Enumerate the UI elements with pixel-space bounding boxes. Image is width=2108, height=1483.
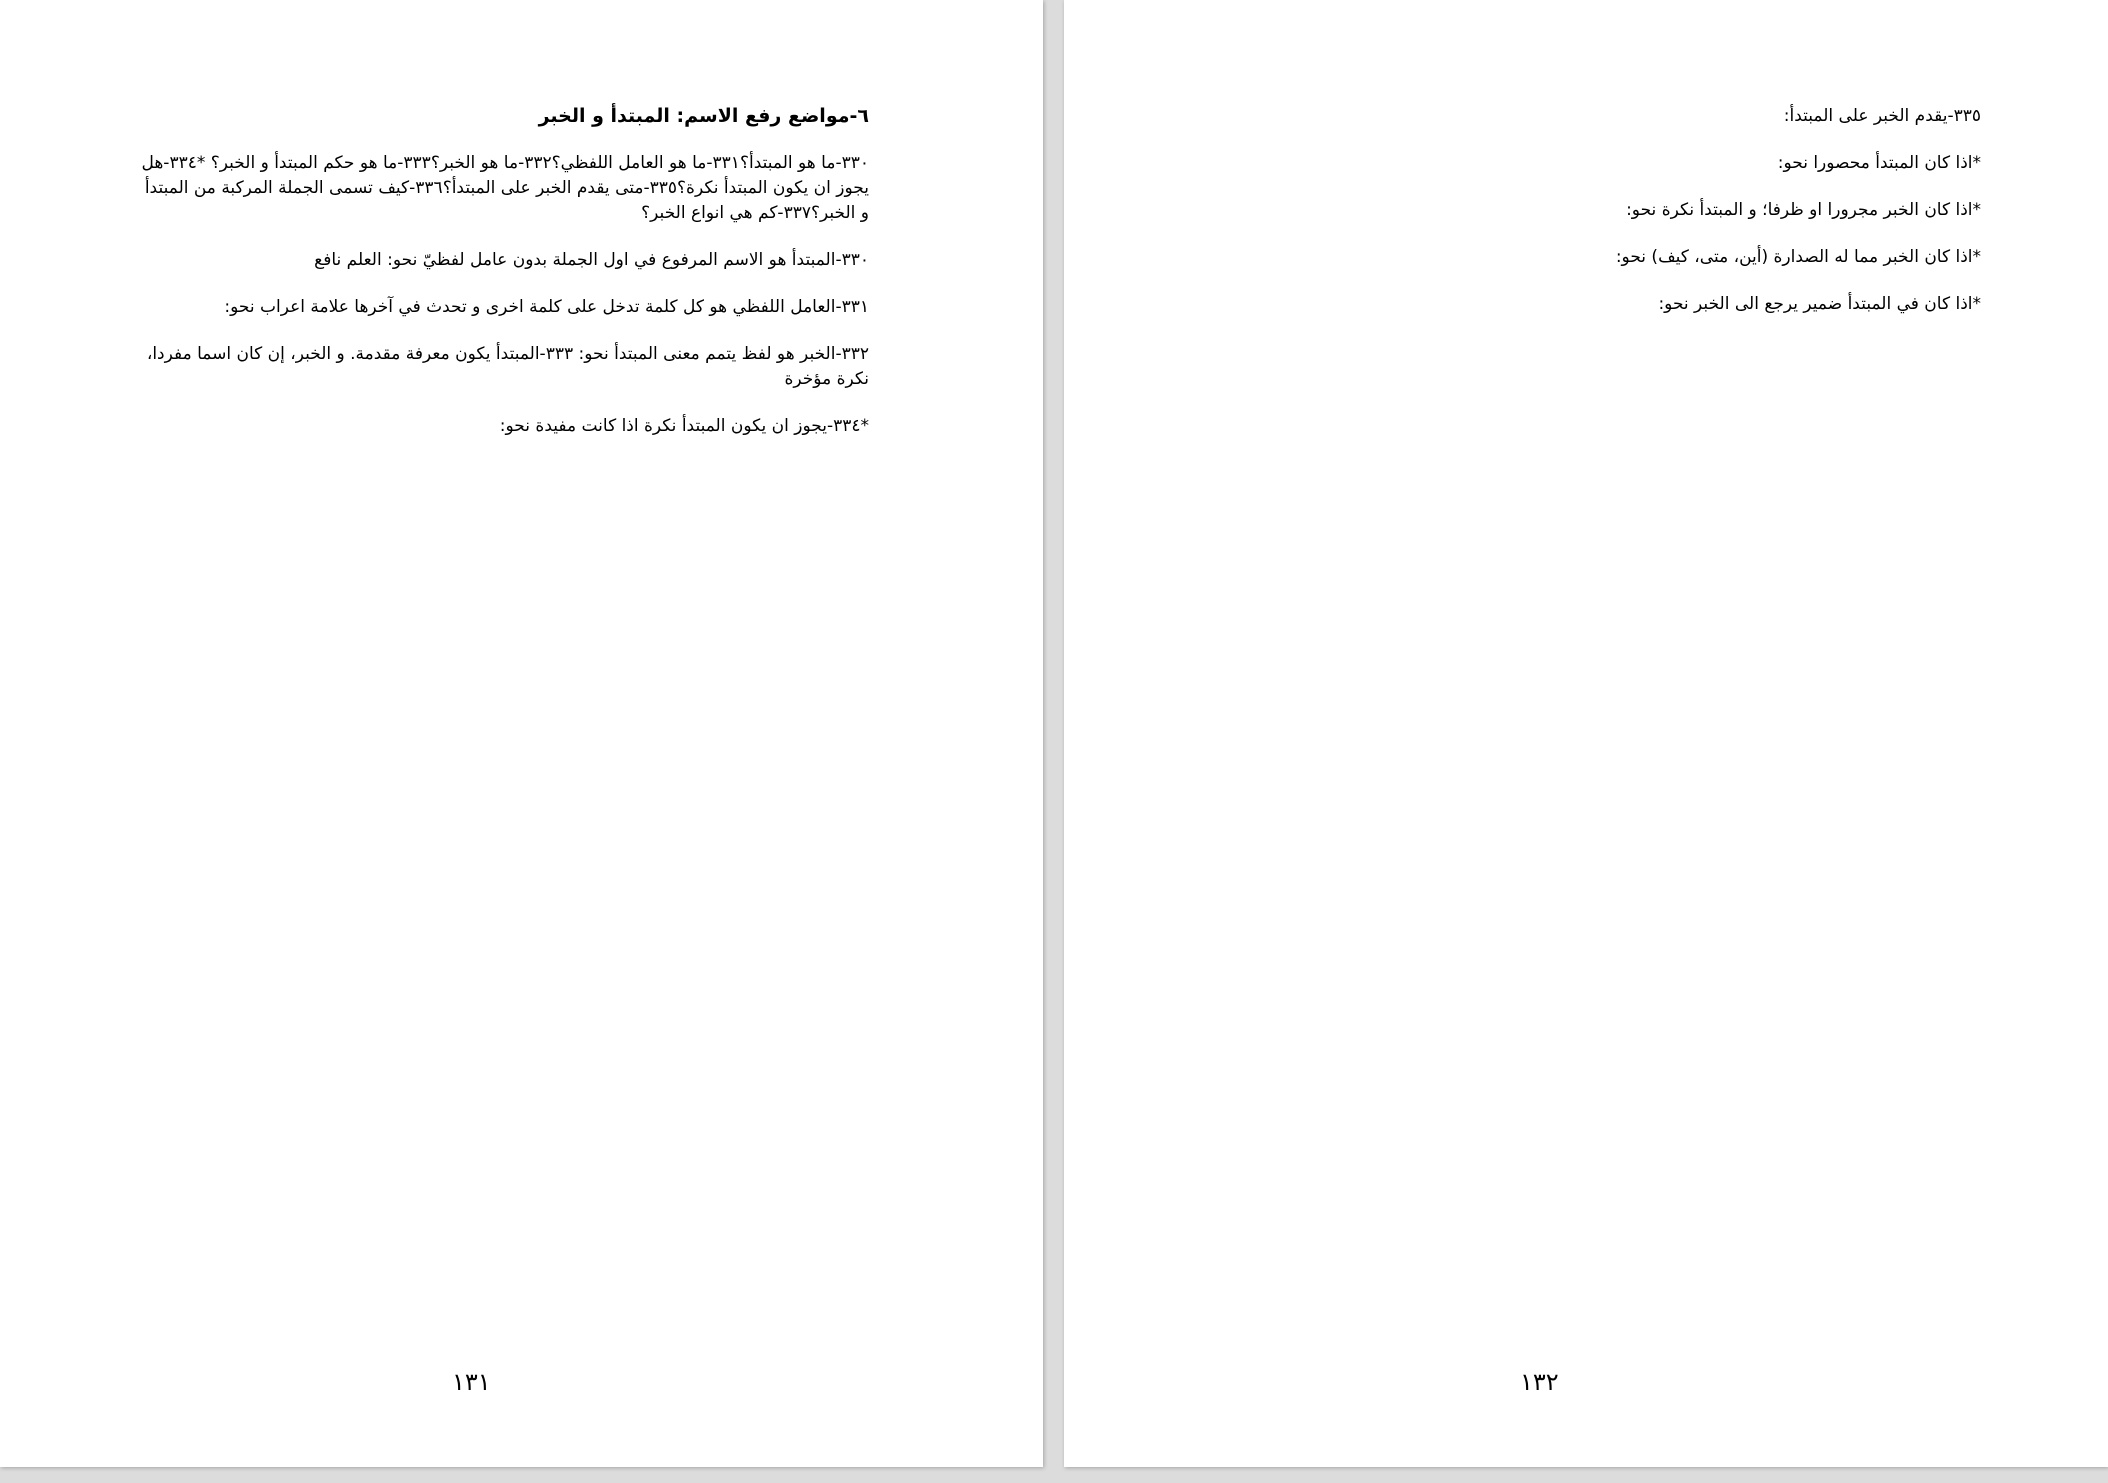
list-item: *اذا كان في المبتدأ ضمير يرجع الى الخبر نحو:	[1658, 294, 1981, 314]
answer-paragraph: ٣٣٥-يقدم الخبر على المبتدأ:	[1783, 106, 1981, 126]
list-item: *اذا كان الخبر مما له الصدارة (أين، متى، كيف) نحو:	[1615, 247, 1981, 267]
list-item: *اذا كان المبتدأ محصورا نحو:	[1777, 153, 1981, 173]
answer-paragraph: ٣٣٠-المبتدأ هو الاسم المرفوع في اول الجملة بدون عامل لفظيّ نحو: العلم نافع	[314, 250, 869, 270]
answer-paragraph: *٣٣٤-يجوز ان يكون المبتدأ نكرة اذا كانت مفيدة نحو:	[499, 416, 869, 436]
page-content	[1221, 104, 1981, 339]
page-number: ١٣٢	[1520, 1368, 1559, 1396]
section-heading: ٦-مواضع رفع الاسم: المبتدأ و الخبر	[538, 105, 869, 127]
page-number: ١٣١	[452, 1368, 491, 1396]
page-131	[0, 0, 1043, 1467]
page-content	[134, 104, 869, 461]
questions-paragraph: ٣٣٠-ما هو المبتدأ؟٣٣١-ما هو العامل اللفظي؟٣٣٢-ما هو الخبر؟٣٣٣-ما هو حكم المبتدأ و الخبر؟ *٣٣٤-هل يجوز ان يكون المبتدأ نكرة؟٣٣٥-متى يقدم الخبر على المبتدأ؟٣٣٦-كيف تسمى الجملة المركبة من المبتدأ و الخبر؟٣٣٧-كم هي انواع الخبر؟	[141, 153, 869, 223]
answer-paragraph: ٣٣١-العامل اللفظي هو كل كلمة تدخل على كلمة اخرى و تحدث في آخرها علامة اعراب نحو:	[224, 297, 869, 317]
list-item: *اذا كان الخبر مجرورا او ظرفا؛ و المبتدأ نكرة نحو:	[1626, 200, 1981, 220]
answer-paragraph: ٣٣٢-الخبر هو لفظ يتمم معنى المبتدأ نحو: ٣٣٣-المبتدأ يكون معرفة مقدمة. و الخبر، إن كان اسما مفردا، نكرة مؤخرة	[146, 344, 869, 389]
page-132	[1064, 0, 2108, 1467]
